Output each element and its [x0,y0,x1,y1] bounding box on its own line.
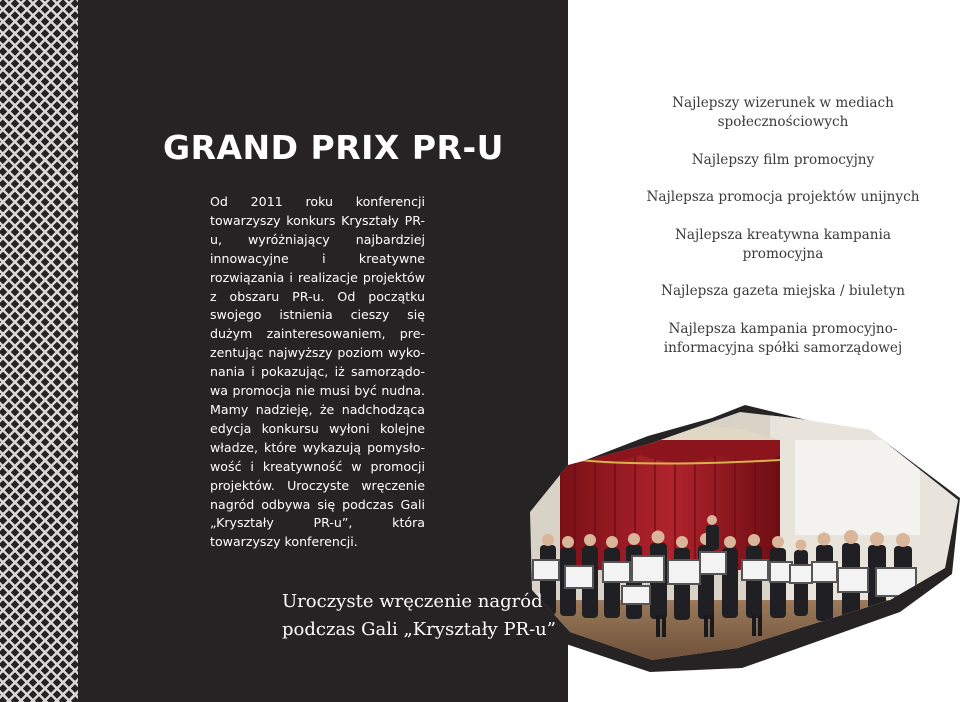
category-item: Najlepsza promocja projektów unijnych [646,189,920,205]
caption-line: Uroczyste wręczenie nagród [282,591,543,612]
category-item: Najlepsza gazeta miejska / biuletyn [661,283,905,299]
intro-paragraph: Od 2011 roku konferencji towarzyszy konkurs Kryształy PR-u, wyróżniający najbardziej innowacyjne i kreatywne rozwiązania i realizacje projektów z obszaru PR-u. Od początku swojego istnienia cieszy się dużym zainteresowaniem, prezentując najwyższy poziom wykonania i pokazując, iż samorządowa promocja nie musi być nudna. Mamy nadzieję, że nadchodząca edycja konkursu wyłoni kolejne władze, które wykazują pomysłowość i kreatywność w promocji projektów. Uroczyste wręczenie nagród odbywa się podczas Gali „Kryształy PR-u”, która towarzyszy konferencji. [210,194,425,550]
category-item: Najlepsza kreatywna kampania promocyjna [675,226,891,262]
category-item: Najlepszy film promocyjny [691,151,875,168]
caption-line: podczas Gali „Kryształy PR-u” [282,619,556,640]
category-item: Najlepszy wizerunek w mediach społecznościowych [672,95,894,130]
photo-caption [282,588,582,644]
page-title: GRAND PRIX PR-U [163,128,504,167]
category-item: Najlepsza kampania promocyjno-informacyjna spółki samorządowej [663,320,903,356]
